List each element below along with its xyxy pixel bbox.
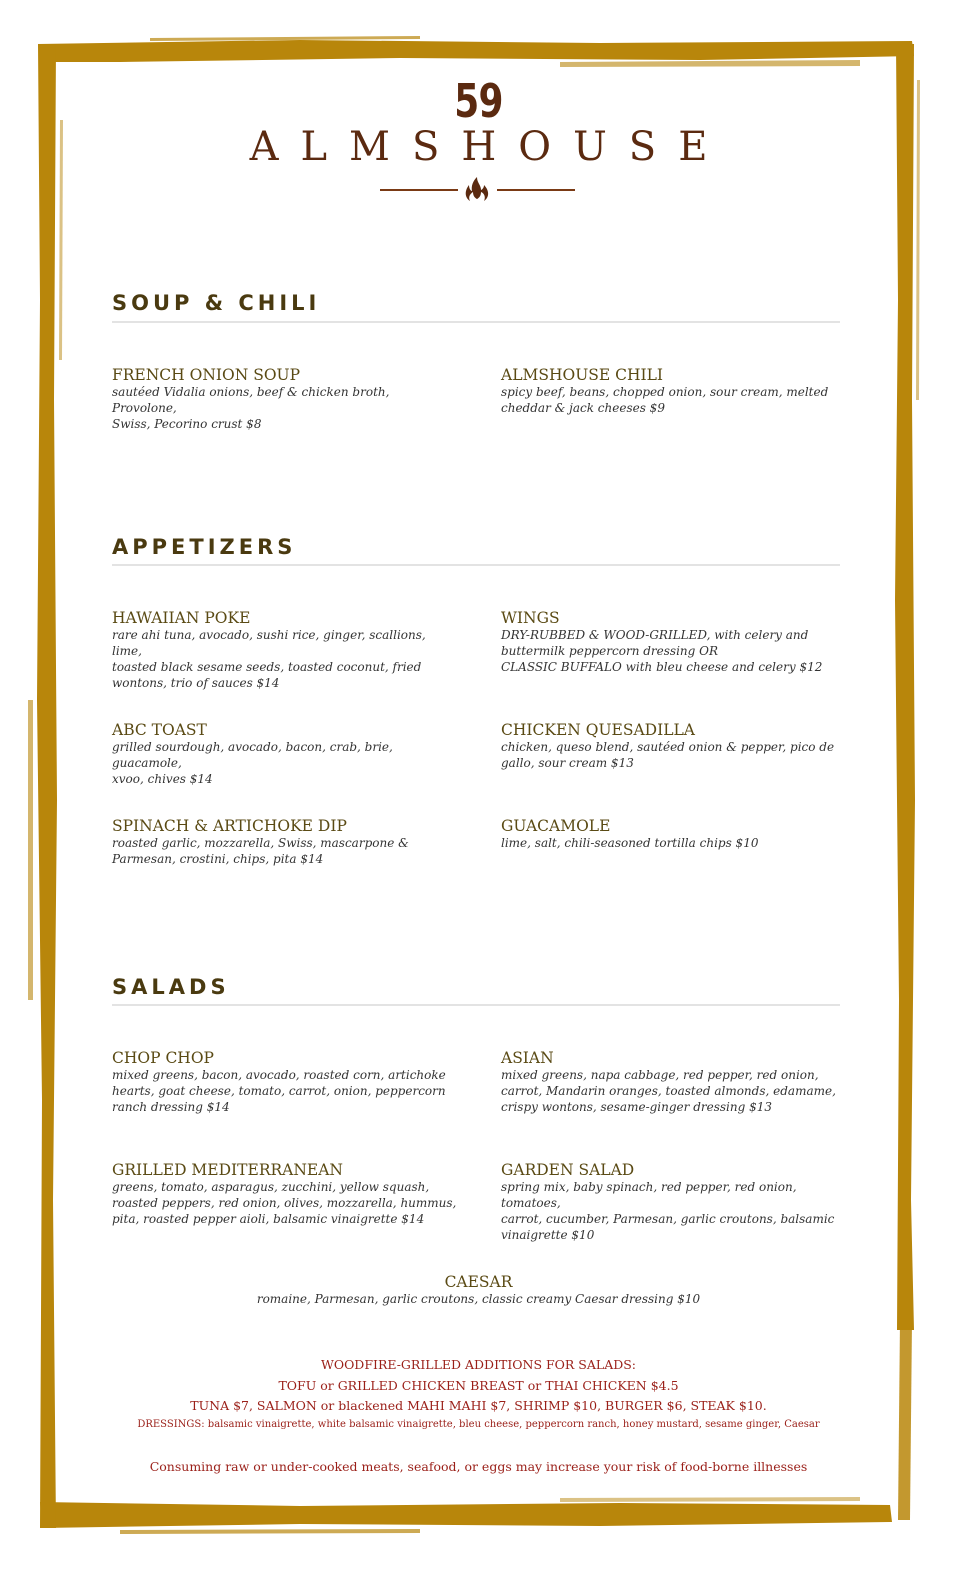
additions-line: TUNA $7, SALMON or blackened MAHI MAHI $7, SHRIMP $10, BURGER $6, STEAK $10. [190,1398,767,1413]
item-description: sautéed Vidalia onions, beef & chicken broth, Provolone, Swiss, Pecorino crust $8 [112,385,390,431]
menu-item-centered [0,1273,957,1307]
item-name: WINGS [501,609,560,627]
menu-item [112,721,457,787]
dressings-list: DRESSINGS: balsamic vinaigrette, white balsamic vinaigrette, bleu cheese, peppercorn ranch, honey mustard, sesame ginger, Caesar [137,1419,820,1430]
section-divider [112,564,840,566]
item-description: spring mix, baby spinach, red pepper, red onion, tomatoes, carrot, cucumber, Parmesan, garlic croutons, balsamic vinaigrette $10 [501,1180,835,1242]
item-description: greens, tomato, asparagus, zucchini, yellow squash, roasted peppers, red onion, olives, mozzarella, hummus, pita, roasted pepper aioli, balsamic vinaigrette $14 [112,1180,457,1226]
item-description: mixed greens, bacon, avocado, roasted corn, artichoke hearts, goat cheese, tomato, carrot, onion, peppercorn ranch dressing $14 [112,1068,446,1114]
logo-divider-right [497,189,575,191]
logo-number: 59 [454,74,503,128]
logo-divider-left [380,189,458,191]
item-description: grilled sourdough, avocado, bacon, crab, brie, guacamole, xvoo, chives $14 [112,740,393,786]
item-description: lime, salt, chili-seasoned tortilla chips $10 [501,836,759,850]
item-description: spicy beef, beans, chopped onion, sour cream, melted cheddar & jack cheeses $9 [501,385,829,415]
menu-item [501,721,846,771]
item-name: GUACAMOLE [501,817,611,835]
menu-item [501,366,846,416]
item-description: rare ahi tuna, avocado, sushi rice, ginger, scallions, lime, toasted black sesame seeds, toasted coconut, fried wontons, trio of sauces $14 [112,628,426,690]
item-name: FRENCH ONION SOUP [112,366,301,384]
item-description: roasted garlic, mozzarella, Swiss, mascarpone & Parmesan, crostini, chips, pita $14 [112,836,409,866]
item-name: GARDEN SALAD [501,1161,635,1179]
section-title-salads: SALADS [112,975,230,999]
logo-wordmark: ALMSHOUSE [249,124,730,170]
section-title-appetizers: APPETIZERS [112,535,297,559]
item-name: ASIAN [501,1049,554,1067]
item-name: HAWAIIAN POKE [112,609,251,627]
section-divider [112,321,840,323]
item-name: SPINACH & ARTICHOKE DIP [112,817,347,835]
menu-item [501,1049,846,1115]
menu-item [112,366,457,432]
item-name: CHOP CHOP [112,1049,214,1067]
item-description: mixed greens, napa cabbage, red pepper, red onion, carrot, Mandarin oranges, toasted almonds, edamame, crispy wontons, sesame-ginger dressing $13 [501,1068,836,1114]
item-name: ALMSHOUSE CHILI [501,366,664,384]
menu-item [501,817,846,851]
section-divider [112,1004,840,1006]
menu-item [112,1049,457,1115]
item-description: romaine, Parmesan, garlic croutons, classic creamy Caesar dressing $10 [256,1292,701,1306]
item-description: chicken, queso blend, sautéed onion & pepper, pico de gallo, sour cream $13 [501,740,835,770]
menu-item [112,817,457,867]
item-description: DRY-RUBBED & WOOD-GRILLED, with celery and buttermilk peppercorn dressing OR CLASSIC BUFFALO with bleu cheese and celery $12 [501,628,823,674]
additions-heading: WOODFIRE-GRILLED ADDITIONS FOR SALADS: [320,1357,637,1372]
additions-line: TOFU or GRILLED CHICKEN BREAST or THAI CHICKEN $4.5 [278,1378,679,1393]
menu-item [112,1161,457,1227]
menu-item [501,1161,846,1243]
item-name: ABC TOAST [112,721,207,739]
food-safety-disclaimer: Consuming raw or under-cooked meats, seafood, or eggs may increase your risk of food-borne illnesses [149,1459,808,1474]
section-title-soup: SOUP & CHILI [112,291,321,315]
menu-item [112,609,457,691]
item-name: CAESAR [444,1273,513,1291]
flame-icon [462,176,492,202]
item-name: GRILLED MEDITERRANEAN [112,1161,343,1179]
item-name: CHICKEN QUESADILLA [501,721,695,739]
menu-item [501,609,846,675]
